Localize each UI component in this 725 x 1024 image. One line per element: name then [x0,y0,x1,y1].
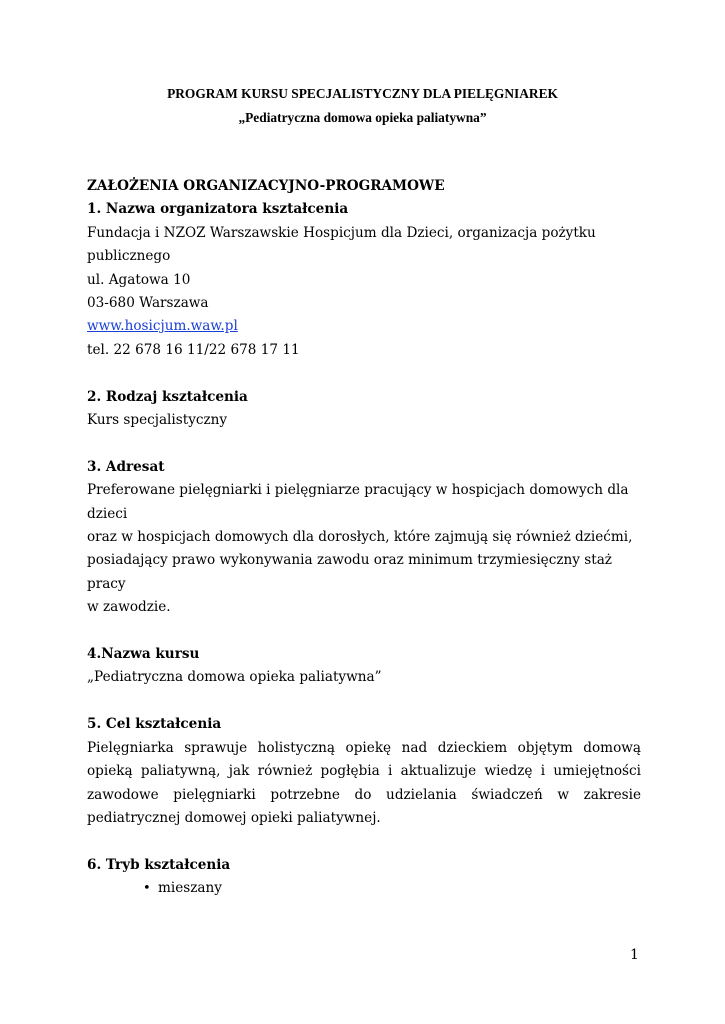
goal-text: Pielęgniarka sprawuje holistyczną opiekę nad dzieckiem objętym domową opieką paliatywną, jak również pogłębia i aktualizuje wiedzę i umiejętności zawodowe pielęgniarki potrzebne do udzielania świadczeń w zakresie pediatrycznej domowej opieki paliatywnej. [87,739,641,826]
bullet-icon: • [143,881,151,897]
addressee-line1: Preferowane pielęgniarki i pielęgniarze pracujący w hospicjach domowych dla dzieci [87,482,629,522]
section-heading-main: ZAŁOŻENIA ORGANIZACYJNO-PROGRAMOWE [87,178,445,194]
organizer-name-line1: Fundacja i NZOZ Warszawskie Hospicjum dla Dzieci, organizacja pożytku [87,224,596,241]
organizer-name-line2: publicznego [87,248,171,265]
addressee-line4: w zawodzie. [87,599,171,616]
document-body [87,175,641,901]
organizer-city: 03-680 Warszawa [87,295,209,312]
page-number: 1 [630,947,639,963]
organizer-website-link[interactable]: www.hosicjum.waw.pl [87,318,238,335]
course-name-value: „Pediatryczna domowa opieka paliatywna” [87,669,382,686]
addressee-line3: posiadający prawo wykonywania zawodu oraz minimum trzymiesięczny staż pracy [87,552,612,592]
section-heading-goal: 5. Cel kształcenia [87,716,222,733]
section-heading-organizer: 1. Nazwa organizatora kształcenia [87,201,349,218]
addressee-line2: oraz w hospicjach domowych dla dorosłych, które zajmują się również dziećmi, [87,529,633,546]
type-value: Kurs specjalistyczny [87,412,228,429]
section-heading-course-name: 4.Nazwa kursu [87,646,200,663]
document-subtitle: „Pediatryczna domowa opieka paliatywna” [238,110,487,125]
mode-list [87,877,641,900]
list-item: • mieszany [87,877,641,900]
organizer-phone: tel. 22 678 16 11/22 678 17 11 [87,341,300,358]
section-heading-addressee: 3. Adresat [87,458,165,475]
organizer-street: ul. Agatowa 10 [87,271,191,288]
section-heading-type: 2. Rodzaj kształcenia [87,388,248,405]
document-title: PROGRAM KURSU SPECJALISTYCZNY DLA PIELĘGNIAREK [167,86,558,101]
section-heading-mode: 6. Tryb kształcenia [87,856,231,873]
